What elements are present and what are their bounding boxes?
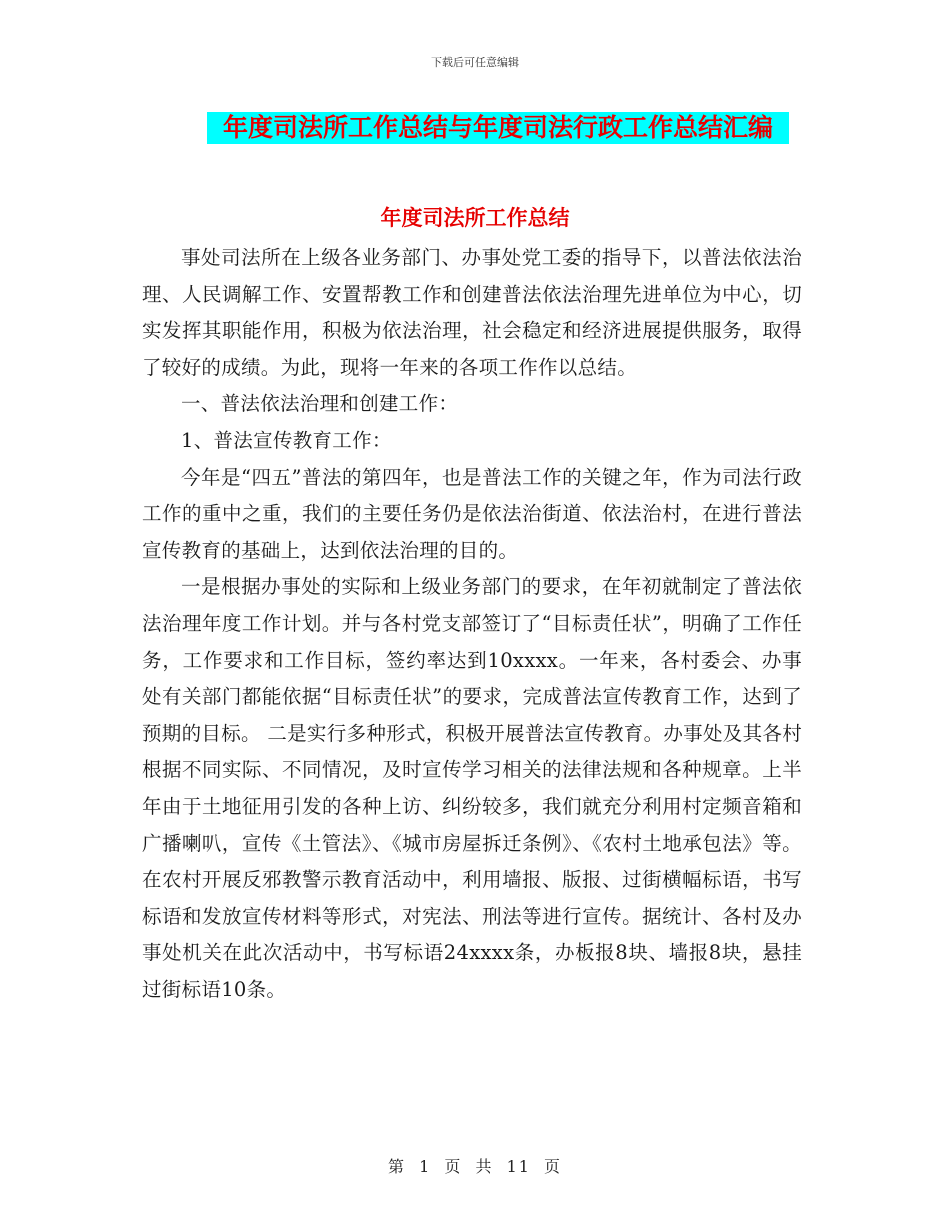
page-number-footer	[0, 1154, 950, 1177]
header-note: 下载后可任意编辑	[431, 56, 519, 69]
footer-label-unit: 页	[444, 1157, 463, 1176]
paragraph-body-2: 一是根据办事处的实际和上级业务部门的要求，在年初就制定了普法依法治理年度工作计划。并与各村党支部签订了“目标责任状”，明确了工作任务，工作要求和工作目标，签约率达到10xxxx。一年来，各村委会、办事处有关部门都能依据“目标责任状”的要求，完成普法宣传教育工作，达到了预期的目标。 二是实行多种形式，积极开展普法宣传教育。办事处及其各村根据不同实际、不同情况，及时宣传学习相关的法律法规和各种规章。上半年由于土地征用引发的各种上访、纠纷较多，我们就充分利用村定频音箱和广播喇叭，宣传《土管法》、《城市房屋拆迁条例》、《农村土地承包法》等。在农村开展反邪教警示教育活动中，利用墙报、版报、过街横幅标语，书写标语和发放宣传材料等形式，对宪法、刑法等进行宣传。据统计、各村及办事处机关在此次活动中，书写标语24xxxx条，办板报8块、墙报8块，悬挂过街标语10条。	[142, 575, 802, 1001]
paragraph-intro: 事处司法所在上级各业务部门、办事处党工委的指导下，以普法依法治理、人民调解工作、安置帮教工作和创建普法依法治理先进单位为中心，切实发挥其职能作用，积极为依法治理，社会稳定和经济进展提供服务，取得了较好的成绩。为此，现将一年来的各项工作作以总结。	[142, 246, 802, 379]
paragraph-heading-1: 一、普法依法治理和创建工作：	[181, 392, 459, 416]
paragraph-body-1: 今年是“四五”普法的第四年，也是普法工作的关键之年，作为司法行政工作的重中之重，我们的主要任务仍是依法治街道、依法治村，在进行普法宣传教育的基础上，达到依法治理的目的。	[142, 465, 802, 562]
paragraph-subheading-1: 1、普法宣传教育工作：	[181, 428, 392, 452]
footer-label-unit-2: 页	[544, 1157, 563, 1176]
body-text	[142, 240, 802, 1008]
footer-label-page: 第	[387, 1157, 406, 1176]
footer-current-page: 1	[419, 1157, 432, 1176]
section-title: 年度司法所工作总结	[380, 206, 570, 230]
footer-total-pages: 11	[506, 1157, 531, 1176]
footer-label-total: 共	[475, 1157, 494, 1176]
document-title: 年度司法所工作总结与年度司法行政工作总结汇编	[207, 112, 789, 144]
